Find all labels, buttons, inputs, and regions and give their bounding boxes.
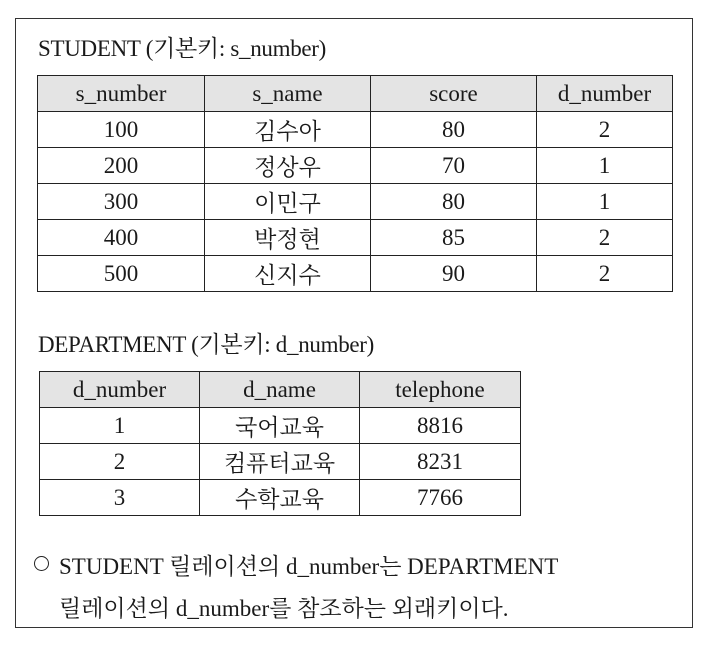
student-table [37, 75, 673, 292]
column-header-s-number: s_number [38, 76, 205, 112]
note-line-1: STUDENT 릴레이션의 d_number는 DEPARTMENT [59, 554, 559, 579]
column-header-d-name: d_name [200, 372, 360, 408]
department-header-row [40, 372, 521, 408]
table-cell: 80 [371, 184, 537, 220]
student-header-row [38, 76, 673, 112]
table-row [38, 148, 673, 184]
table-cell: 85 [371, 220, 537, 256]
table-cell: 8231 [360, 444, 521, 480]
note-line-2: 릴레이션의 d_number를 참조하는 외래키이다. [59, 596, 509, 621]
table-cell: 1 [40, 408, 200, 444]
table-cell: 500 [38, 256, 205, 292]
column-header-telephone: telephone [360, 372, 521, 408]
table-cell: 70 [371, 148, 537, 184]
table-cell: 수학교육 [200, 480, 360, 516]
table-cell: 김수아 [205, 112, 371, 148]
table-cell: 80 [371, 112, 537, 148]
table-cell: 국어교육 [200, 408, 360, 444]
table-row [40, 408, 521, 444]
table-row [38, 220, 673, 256]
table-cell: 300 [38, 184, 205, 220]
table-cell: 정상우 [205, 148, 371, 184]
student-table-caption: STUDENT (기본키: s_number) [38, 36, 327, 61]
table-row [40, 444, 521, 480]
table-row [38, 184, 673, 220]
column-header-d-number: d_number [40, 372, 200, 408]
circle-bullet-icon [34, 556, 49, 571]
table-cell: 박정현 [205, 220, 371, 256]
table-row [38, 256, 673, 292]
table-cell: 7766 [360, 480, 521, 516]
table-cell: 1 [537, 148, 673, 184]
table-cell: 1 [537, 184, 673, 220]
department-table [39, 371, 521, 516]
table-cell: 2 [537, 112, 673, 148]
table-cell: 컴퓨터교육 [200, 444, 360, 480]
table-row [38, 112, 673, 148]
table-cell: 2 [40, 444, 200, 480]
department-table-caption: DEPARTMENT (기본키: d_number) [38, 332, 375, 357]
table-cell: 2 [537, 256, 673, 292]
foreign-key-note [34, 546, 558, 630]
table-cell: 3 [40, 480, 200, 516]
table-cell: 90 [371, 256, 537, 292]
table-cell: 이민구 [205, 184, 371, 220]
table-cell: 200 [38, 148, 205, 184]
table-cell: 2 [537, 220, 673, 256]
table-cell: 100 [38, 112, 205, 148]
table-row [40, 480, 521, 516]
table-cell: 8816 [360, 408, 521, 444]
table-cell: 400 [38, 220, 205, 256]
table-cell: 신지수 [205, 256, 371, 292]
column-header-score: score [371, 76, 537, 112]
column-header-d-number: d_number [537, 76, 673, 112]
column-header-s-name: s_name [205, 76, 371, 112]
